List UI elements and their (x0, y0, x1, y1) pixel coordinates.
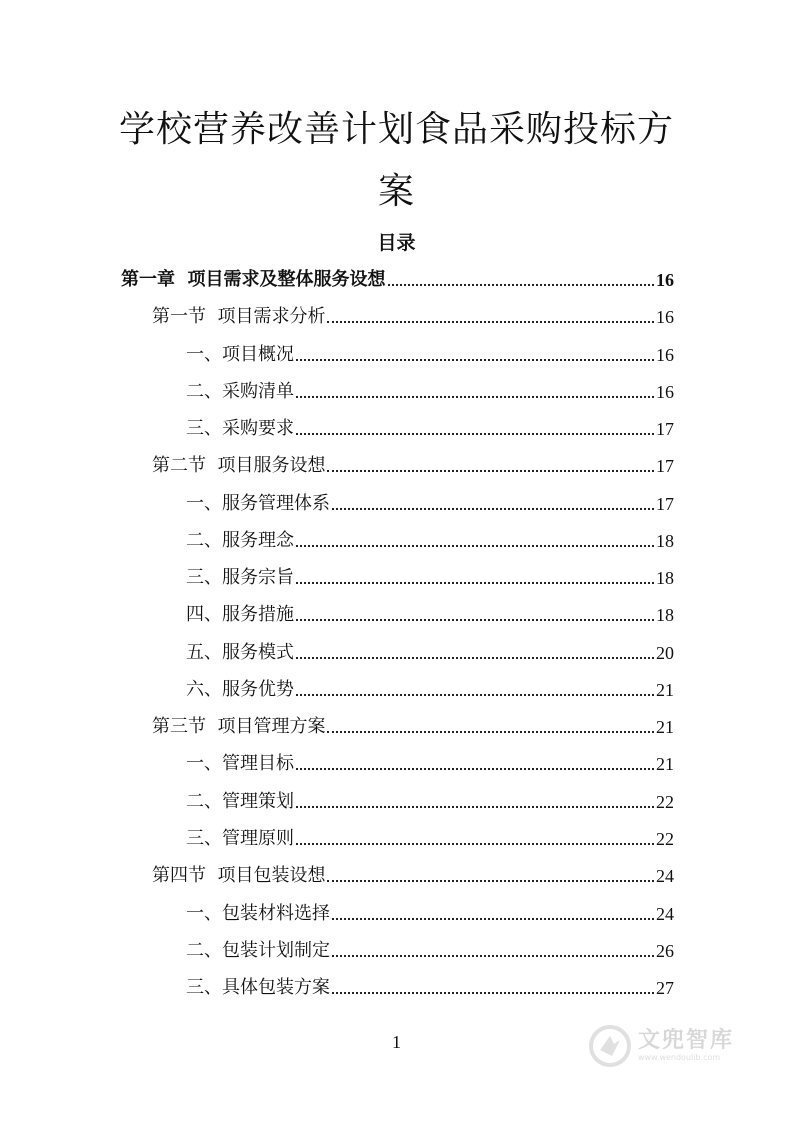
toc-entry-label: 二、包装计划制定 (186, 940, 330, 961)
toc-entry-label: 二、管理策划 (186, 791, 294, 812)
toc-entry-label: 二、服务理念 (186, 530, 294, 551)
toc-leader-dots (296, 619, 654, 621)
toc-entry-page: 26 (656, 941, 674, 961)
toc-entry-label: 一、服务管理体系 (186, 493, 330, 514)
watermark-name: 文兜智库 (638, 1028, 735, 1053)
toc-entry-page: 16 (656, 382, 674, 402)
toc-leader-dots (327, 321, 654, 323)
toc-entry-label: 三、具体包装方案 (186, 977, 330, 998)
toc-entry-page: 20 (656, 643, 674, 663)
toc-entry[interactable] (186, 784, 674, 814)
toc-entry-page: 18 (656, 531, 674, 551)
toc-entry[interactable] (121, 262, 674, 292)
watermark (588, 1018, 768, 1074)
toc-entry[interactable] (152, 299, 674, 329)
toc-entry-label: 第一节 项目需求分析 (152, 306, 326, 327)
toc-entry-label: 二、采购清单 (186, 381, 294, 402)
toc-leader-dots (327, 731, 654, 733)
toc-entry-page: 16 (656, 307, 674, 327)
toc-entry-label: 第一章 项目需求及整体服务设想 (121, 269, 386, 290)
toc-entry-label: 五、服务模式 (186, 642, 294, 663)
toc-entry[interactable] (186, 486, 674, 516)
toc-leader-dots (296, 843, 654, 845)
toc-entry-label: 三、采购要求 (186, 418, 294, 439)
toc-entry-page: 24 (656, 904, 674, 924)
toc-entry-page: 18 (656, 568, 674, 588)
toc-entry[interactable] (186, 821, 674, 851)
toc-entry[interactable] (152, 858, 674, 888)
toc-entry-label: 一、包装材料选择 (186, 903, 330, 924)
toc-entry[interactable] (186, 523, 674, 553)
toc-entry-page: 18 (656, 605, 674, 625)
toc-entry-label: 第三节 项目管理方案 (152, 716, 326, 737)
toc-leader-dots (332, 918, 654, 920)
toc-entry[interactable] (186, 374, 674, 404)
toc-leader-dots (296, 433, 654, 435)
toc-entry-label: 第四节 项目包装设想 (152, 865, 326, 886)
toc-entry-page: 22 (656, 792, 674, 812)
toc-entry[interactable] (152, 448, 674, 478)
toc-entry-label: 第二节 项目服务设想 (152, 455, 326, 476)
toc-entry-page: 17 (656, 494, 674, 514)
toc-entry-page: 16 (656, 270, 674, 290)
toc-entry[interactable] (186, 896, 674, 926)
document-title-line-2: 案 (377, 171, 415, 212)
toc-entry-page: 21 (656, 717, 674, 737)
toc-leader-dots (332, 992, 654, 994)
toc-entry-label: 一、管理目标 (186, 753, 294, 774)
toc-entry-page: 17 (656, 456, 674, 476)
toc-entry[interactable] (186, 560, 674, 590)
toc-leader-dots (296, 545, 654, 547)
toc-entry-page: 21 (656, 680, 674, 700)
toc-entry-page: 17 (656, 419, 674, 439)
toc-leader-dots (327, 880, 654, 882)
toc-entry-page: 22 (656, 829, 674, 849)
toc-entry[interactable] (186, 746, 674, 776)
toc-leader-dots (296, 806, 654, 808)
toc-entry-page: 16 (656, 345, 674, 365)
page-number: 1 (392, 1032, 401, 1052)
toc-entry-page: 21 (656, 754, 674, 774)
toc-entry-label: 六、服务优势 (186, 679, 294, 700)
toc-entry-page: 24 (656, 866, 674, 886)
toc-leader-dots (332, 508, 654, 510)
toc-entry[interactable] (186, 970, 674, 1000)
document-title-line-1: 学校营养改善计划食品采购投标方 (118, 109, 674, 150)
toc-leader-dots (296, 582, 654, 584)
toc-entry[interactable] (186, 597, 674, 627)
toc-leader-dots (296, 657, 654, 659)
toc-leader-dots (296, 768, 654, 770)
watermark-url: www.wendoulib.com (638, 1053, 721, 1062)
toc-leader-dots (296, 694, 654, 696)
toc-entry[interactable] (152, 709, 674, 739)
toc-leader-dots (296, 396, 654, 398)
toc-entry[interactable] (186, 672, 674, 702)
toc-entry-label: 一、项目概况 (186, 344, 294, 365)
toc-entry[interactable] (186, 337, 674, 367)
toc-heading: 目录 (377, 232, 416, 254)
toc-leader-dots (296, 359, 654, 361)
toc-entry[interactable] (186, 635, 674, 665)
toc-entry[interactable] (186, 933, 674, 963)
toc-leader-dots (388, 284, 654, 286)
toc-entry[interactable] (186, 411, 674, 441)
toc-entry-page: 27 (656, 978, 674, 998)
toc-entry-label: 三、管理原则 (186, 828, 294, 849)
toc-entry-label: 四、服务措施 (186, 604, 294, 625)
toc-leader-dots (327, 470, 654, 472)
toc-entry-label: 三、服务宗旨 (186, 567, 294, 588)
toc-leader-dots (332, 955, 654, 957)
wendou-logo-icon (588, 1024, 632, 1068)
